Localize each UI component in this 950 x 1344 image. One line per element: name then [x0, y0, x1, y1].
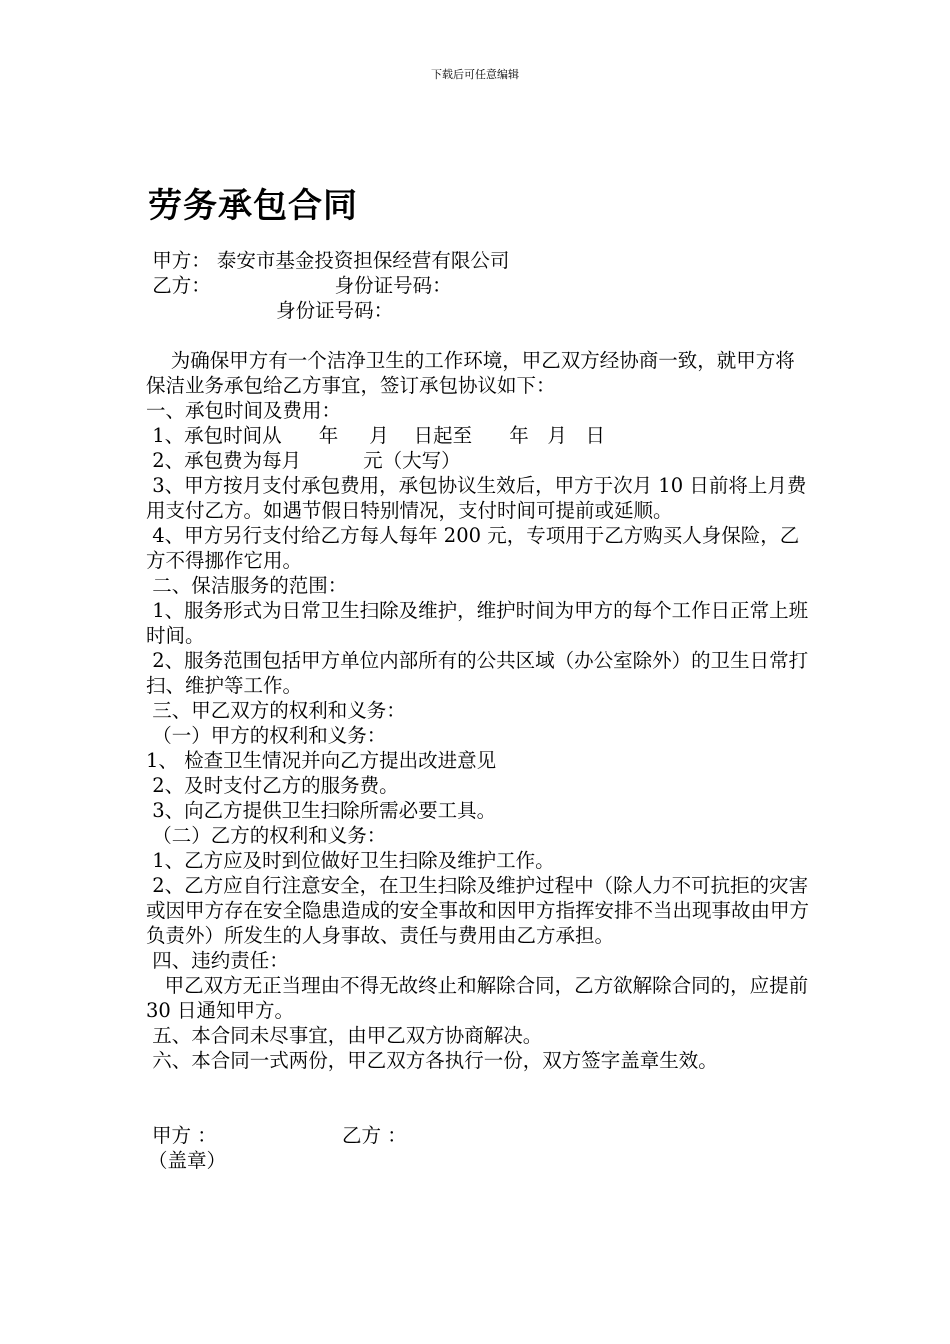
- party-b-signature-label: 乙方 ：: [342, 1124, 407, 1147]
- seal-label: （盖章）: [148, 1149, 227, 1172]
- section-1-item: 3、甲方按月支付承包费用，承包协议生效后，甲方于次月 10 日前将上月费用支付乙方。如遇节假日特别情况，支付时间可提前或延顺。: [146, 474, 807, 522]
- section-3b-item: 1、乙方应及时到位做好卫生扫除及维护工作。: [146, 849, 555, 872]
- section-1-item: 1、承包时间从 年 月 日起至 年 月 日: [146, 424, 605, 447]
- section-1-title: 一、承包时间及费用：: [146, 399, 342, 422]
- section-2-title: 二、保洁服务的范围：: [146, 574, 348, 597]
- party-b-line: 乙方： 身份证号码：: [146, 274, 452, 297]
- document-title: 劳务承包合同: [148, 186, 358, 226]
- party-a-line: 甲方： 泰安市基金投资担保经营有限公司: [146, 249, 510, 272]
- section-4-title: 四、违约责任：: [146, 949, 289, 972]
- section-3a-item: 3、向乙方提供卫生扫除所需必要工具。: [146, 799, 497, 822]
- party-b-id-line: 身份证号码：: [146, 299, 394, 322]
- section-6-line: 六、本合同一式两份，甲乙双方各执行一份，双方签字盖章生效。: [146, 1049, 718, 1072]
- section-4-text: 甲乙双方无正当理由不得无故终止和解除合同，乙方欲解除合同的，应提前 30 日通知甲方。: [146, 974, 815, 1022]
- blank-line: [146, 1098, 810, 1123]
- section-5-line: 五、本合同未尽事宜，由甲乙双方协商解决。: [146, 1024, 543, 1047]
- signature-row: [146, 1123, 810, 1148]
- section-3b-item: 2、乙方应自行注意安全，在卫生扫除及维护过程中（除人力不可抗拒的灾害或因甲方存在安全隐患造成的安全事故和因甲方指挥安排不当出现事故由甲方负责外）所发生的人身事故、责任与费用由乙方承担。: [146, 874, 810, 947]
- intro-paragraph: 为确保甲方有一个洁净卫生的工作环境，甲乙双方经协商一致，就甲方将保洁业务承包给乙方事宜，签订承包协议如下：: [146, 349, 795, 397]
- section-3-title: 三、甲乙双方的权利和义务：: [146, 699, 406, 722]
- section-1-item: 4、甲方另行支付给乙方每人每年 200 元，专项用于乙方购买人身保险，乙方不得挪作它用。: [146, 524, 800, 572]
- section-3a-item: 1、 检查卫生情况并向乙方提出改进意见: [146, 749, 497, 772]
- section-3a-title: （一）甲方的权利和义务：: [146, 724, 387, 747]
- section-1-item: 2、承包费为每月 元（大写）: [146, 449, 461, 472]
- blank-line: [146, 1073, 810, 1098]
- page-header: 下载后可任意编辑: [431, 68, 519, 81]
- section-3a-item: 2、及时支付乙方的服务费。: [146, 774, 399, 797]
- section-3b-title: （二）乙方的权利和义务：: [146, 824, 387, 847]
- party-a-signature-label: 甲方 ：: [152, 1124, 217, 1147]
- contract-body: [146, 248, 815, 1173]
- blank-line: [146, 323, 810, 348]
- section-2-item: 2、服务范围包括甲方单位内部所有的公共区域（办公室除外）的卫生日常打扫、维护等工作。: [146, 649, 809, 697]
- section-2-item: 1、服务形式为日常卫生扫除及维护，维护时间为甲方的每个工作日正常上班时间。: [146, 599, 809, 647]
